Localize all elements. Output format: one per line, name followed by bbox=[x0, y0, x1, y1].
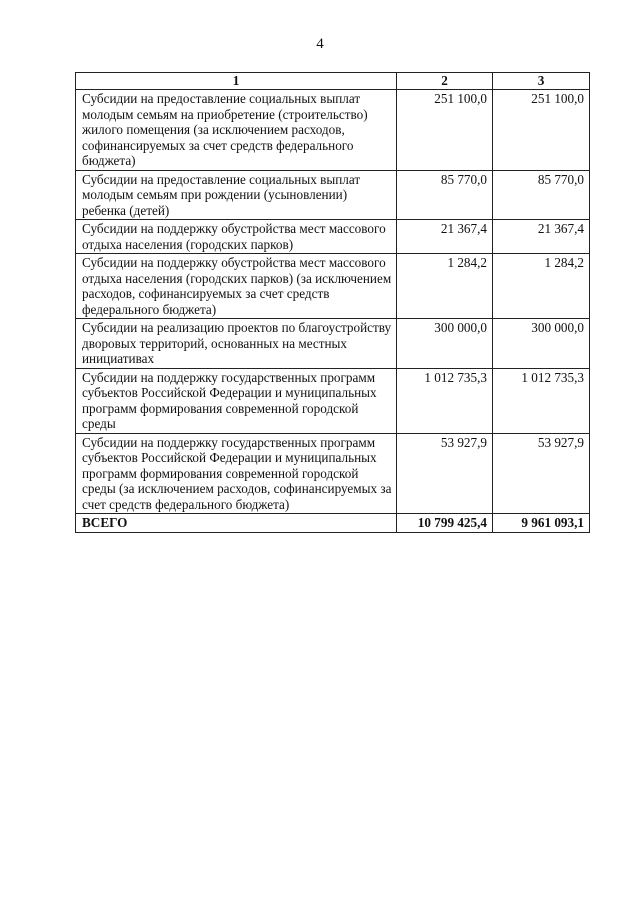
row-name: Субсидии на поддержку государственных программ субъектов Российской Федерации и муниципальных программ формирования современной городской среды (за исключением расходов, софинансируемых за счет средств федерального бюджета) bbox=[76, 433, 397, 514]
table-row bbox=[76, 170, 590, 220]
table-row bbox=[76, 433, 590, 514]
total-label: ВСЕГО bbox=[76, 514, 397, 533]
row-value-col-2: 300 000,0 bbox=[397, 319, 493, 369]
budget-table bbox=[75, 72, 590, 533]
table-row bbox=[76, 254, 590, 319]
row-value-col-3: 251 100,0 bbox=[493, 90, 590, 171]
table-row bbox=[76, 220, 590, 254]
row-name: Субсидии на поддержку обустройства мест массового отдыха населения (городских парков) bbox=[76, 220, 397, 254]
row-value-col-3: 85 770,0 bbox=[493, 170, 590, 220]
header-col-3: 3 bbox=[493, 73, 590, 90]
table-header-row bbox=[76, 73, 590, 90]
total-value-col-2: 10 799 425,4 bbox=[397, 514, 493, 533]
table-row bbox=[76, 368, 590, 433]
row-name: Субсидии на предоставление социальных выплат молодым семьям на приобретение (строительство) жилого помещения (за исключением расходов, софинансируемых за счет средств федерального бюджета) bbox=[76, 90, 397, 171]
row-value-col-2: 21 367,4 bbox=[397, 220, 493, 254]
total-row bbox=[76, 514, 590, 533]
row-name: Субсидии на предоставление социальных выплат молодым семьям при рождении (усыновлении) ребенка (детей) bbox=[76, 170, 397, 220]
row-value-col-3: 21 367,4 bbox=[493, 220, 590, 254]
table-row bbox=[76, 319, 590, 369]
page-number: 4 bbox=[316, 36, 324, 52]
row-name: Субсидии на реализацию проектов по благоустройству дворовых территорий, основанных на местных инициативах bbox=[76, 319, 397, 369]
row-value-col-3: 300 000,0 bbox=[493, 319, 590, 369]
table-row bbox=[76, 90, 590, 171]
header-col-2: 2 bbox=[397, 73, 493, 90]
row-name: Субсидии на поддержку государственных программ субъектов Российской Федерации и муниципальных программ формирования современной городской среды bbox=[76, 368, 397, 433]
header-col-1: 1 bbox=[76, 73, 397, 90]
row-value-col-2: 53 927,9 bbox=[397, 433, 493, 514]
row-value-col-2: 1 284,2 bbox=[397, 254, 493, 319]
total-value-col-3: 9 961 093,1 bbox=[493, 514, 590, 533]
row-value-col-2: 1 012 735,3 bbox=[397, 368, 493, 433]
row-value-col-3: 53 927,9 bbox=[493, 433, 590, 514]
row-name: Субсидии на поддержку обустройства мест массового отдыха населения (городских парков) (за исключением расходов, софинансируемых за счет средств федерального бюджета) bbox=[76, 254, 397, 319]
row-value-col-3: 1 012 735,3 bbox=[493, 368, 590, 433]
row-value-col-2: 85 770,0 bbox=[397, 170, 493, 220]
row-value-col-2: 251 100,0 bbox=[397, 90, 493, 171]
row-value-col-3: 1 284,2 bbox=[493, 254, 590, 319]
